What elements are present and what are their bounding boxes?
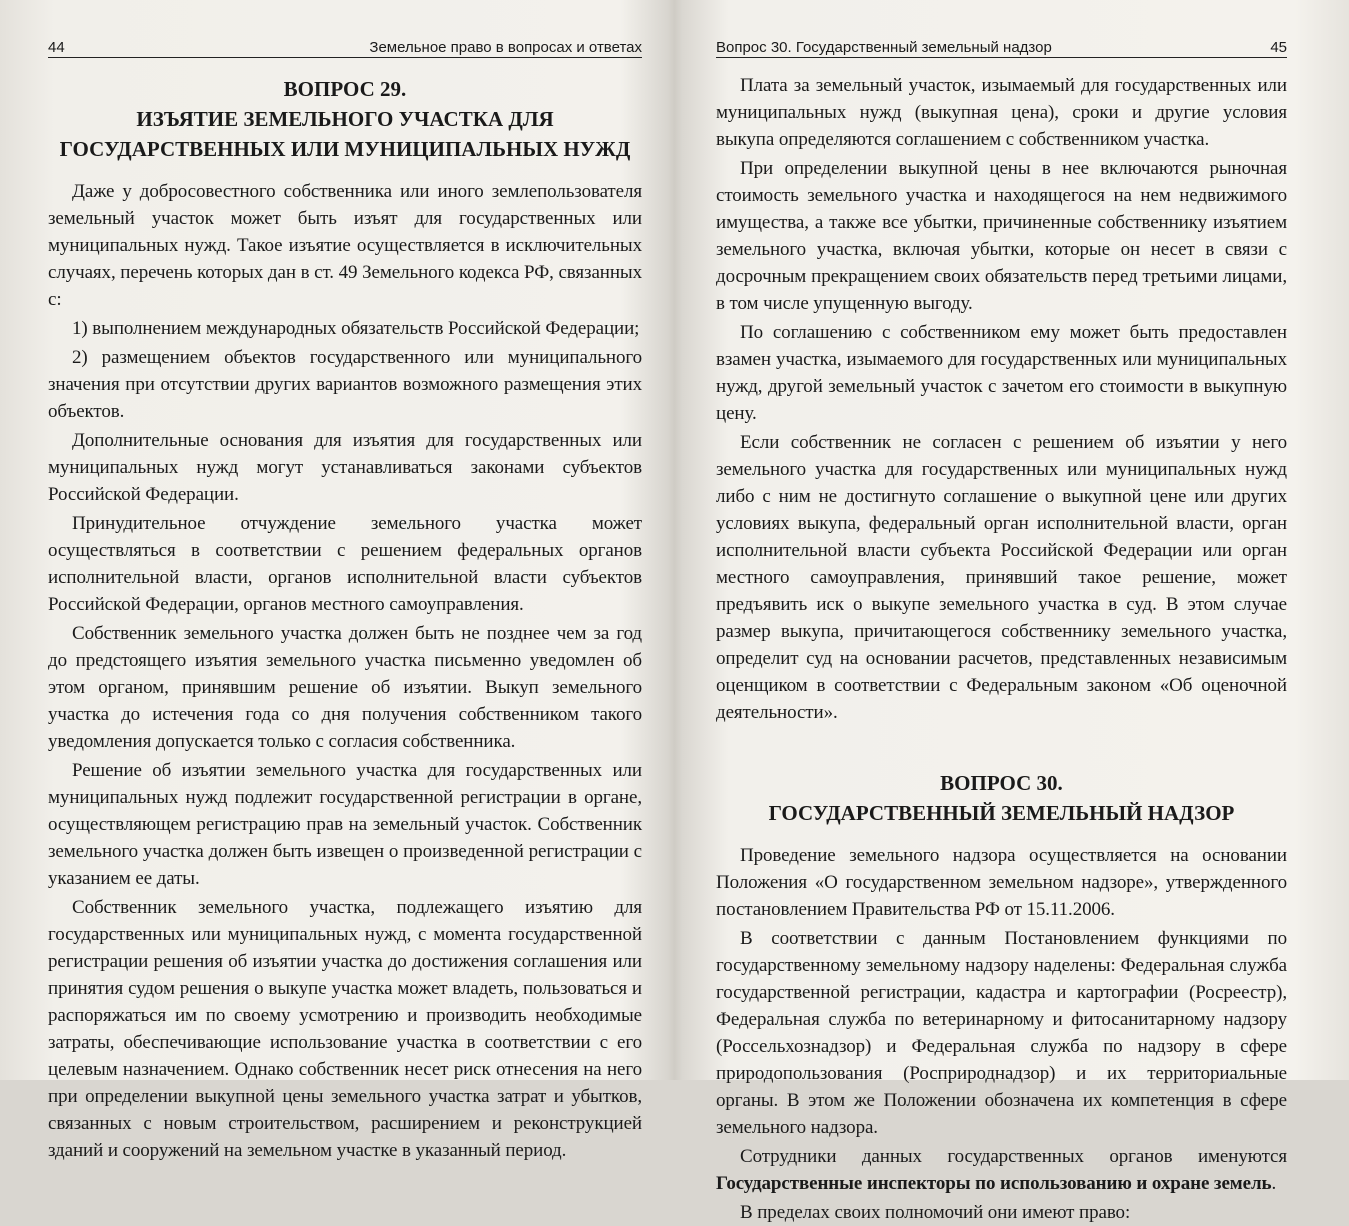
question-29-heading <box>48 74 642 164</box>
left-running-title: Земельное право в вопросах и ответах <box>369 39 642 56</box>
right-body-text-top <box>716 72 1287 726</box>
left-page <box>0 0 672 1161</box>
paragraph: Плата за земельный участок, изымаемый для государственных или муниципальных нужд (выкупная цена), сроки и другие условия выкупа определяются соглашением с собственником участка. <box>716 75 1287 150</box>
paragraph: Дополнительные основания для изъятия для государственных или муниципальных нужд могут устанавливаться законами субъектов Российской Федерации. <box>48 430 642 505</box>
paragraph: Проведение земельного надзора осуществляется на основании Положения «О государственном земельном надзоре», утвержденного постановлением Правительства РФ от 15.11.2006. <box>716 845 1287 920</box>
paragraph: В соответствии с данным Постановлением функциями по государственному земельному надзору наделены: Федеральная служба государственной регистрации, кадастра и картографии (Росреестр), Федеральная служба по ветеринарному и фитосанитарному надзору (Россельхознадзор) и Федеральная служба по надзору в сфере природопользования (Росприроднадзор) и их территориальные органы. В этом же Положении обозначена их компетенция в сфере земельного надзора. <box>716 928 1287 1138</box>
right-running-title: Вопрос 30. Государственный земельный надзор <box>716 39 1052 56</box>
paragraph: Если собственник не согласен с решением об изъятии у него земельного участка для государственных или муниципальных нужд либо с ним не достигнуто соглашение о выкупной цене или других условиях выкупа, федеральный орган исполнительной власти, орган исполнительной власти субъекта Российской Федерации или орган местного самоуправления, принявший такое решение, может предъявить иск о выкупе земельного участка в суд. В этом случае размер выкупа, причитающегося собственнику земельного участка, определит суд на основании расчетов, представленных независимым оценщиком в соответствии с Федеральным законом «Об оценочной деятельности». <box>716 432 1287 723</box>
paragraph: Собственник земельного участка должен быть не позднее чем за год до предстоящего изъятия земельного участка письменно уведомлен об этом органом, принявшим решение об изъятии. Выкуп земельного участка до истечения года со дня получения собственником такого уведомления допускается только с согласия собственника. <box>48 623 642 752</box>
right-body-text-bottom <box>716 842 1287 1226</box>
question-29-number: ВОПРОС 29. <box>283 77 407 101</box>
paragraph: 2) размещением объектов государственного или муниципального значения при отсутствии других вариантов возможного размещения этих объектов. <box>48 347 642 422</box>
right-running-head <box>716 36 1287 58</box>
left-page-number: 44 <box>48 39 65 56</box>
question-30-heading <box>716 768 1287 828</box>
right-page-number: 45 <box>1270 39 1287 56</box>
right-page <box>678 0 1349 1223</box>
inspectors-bold-term: Государственные инспекторы по использованию и охране земель <box>716 1173 1272 1194</box>
paragraph-last-line: В пределах своих полномочий они имеют право: <box>740 1202 1131 1223</box>
paragraph: Собственник земельного участка, подлежащего изъятию для государственных или муниципальных нужд, с момента государственной регистрации решения об изъятии участка до достижения соглашения или принятия судом решения о выкупе участка может владеть, пользоваться и распоряжаться им по своему усмотрению и производить необходимые затраты, обеспечивающие использование участка в соответствии с его целевым назначением. Однако собственник несет риск отнесения на него при определении выкупной цены земельного участка затрат и убытков, связанных с новым строительством, расширением и реконструкцией зданий и сооружений на земельном участке в указанный период. <box>48 897 642 1161</box>
paragraph: Принудительное отчуждение земельного участка может осуществляться в соответствии с решением федеральных органов исполнительной власти, органов исполнительной власти субъектов Российской Федерации, органов местного самоуправления. <box>48 513 642 615</box>
paragraph-inspectors <box>716 1143 1287 1197</box>
paragraph: Даже у добросовестного собственника или иного землепользователя земельный участок может быть изъят для государственных или муниципальных нужд. Такое изъятие осуществляется в исключительных случаях, перечень которых дан в ст. 49 Земельного кодекса РФ, связанных с: <box>48 181 642 310</box>
paragraph: По соглашению с собственником ему может быть предоставлен взамен участка, изымаемого для государственных или муниципальных нужд, другой земельный участок с зачетом его стоимости в выкупную цену. <box>716 322 1287 424</box>
paragraph: При определении выкупной цены в нее включаются рыночная стоимость земельного участка и находящегося на нем недвижимого имущества, а также все убытки, причиненные собственнику изъятием земельного участка, включая убытки, которые он несет в связи с досрочным прекращением своих обязательств перед третьими лицами, в том числе упущенную выгоду. <box>716 158 1287 314</box>
paragraph: 1) выполнением международных обязательств Российской Федерации; <box>72 318 640 339</box>
question-29-title-line2: ГОСУДАРСТВЕННЫХ ИЛИ МУНИЦИПАЛЬНЫХ НУЖД <box>59 137 631 161</box>
question-30-number: ВОПРОС 30. <box>940 771 1063 795</box>
inspectors-text: Сотрудники данных государственных органов именуются <box>740 1146 1287 1167</box>
paragraph: Решение об изъятии земельного участка для государственных или муниципальных нужд подлежит государственной регистрации в органе, осуществляющем регистрацию прав на земельный участок. Собственник земельного участка должен быть извещен о произведенной регистрации с указанием ее даты. <box>48 760 642 889</box>
inspectors-end: . <box>1271 1173 1277 1194</box>
question-30-title: ГОСУДАРСТВЕННЫЙ ЗЕМЕЛЬНЫЙ НАДЗОР <box>768 801 1235 825</box>
left-body-text <box>48 178 642 1164</box>
left-running-head <box>48 36 642 58</box>
question-29-title-line1: ИЗЪЯТИЕ ЗЕМЕЛЬНОГО УЧАСТКА ДЛЯ <box>136 107 554 131</box>
